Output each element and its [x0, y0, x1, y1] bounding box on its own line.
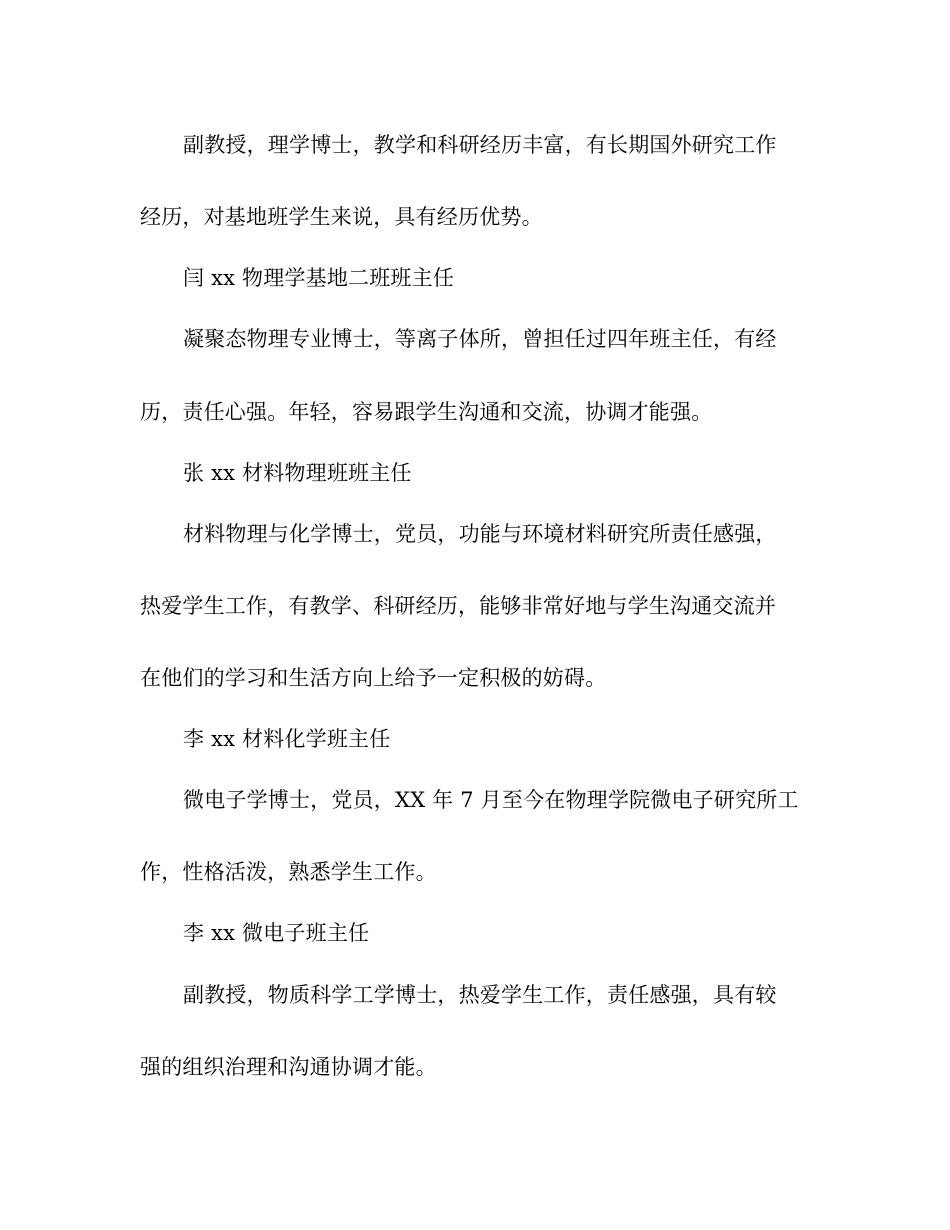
section-heading: 李 xx 微电子班主任 [183, 921, 370, 945]
section-heading: 闫 xx 物理学基地二班班主任 [183, 266, 455, 290]
paragraph-line: 微电子学博士，党员，XX 年 7 月至今在物理学院微电子研究所工 [183, 788, 799, 812]
paragraph-line: 凝聚态物理专业博士，等离子体所，曾担任过四年班主任，有经 [183, 327, 777, 351]
paragraph-line: 作，性格活泼，熟悉学生工作。 [140, 860, 437, 884]
section-heading: 李 xx 材料化学班主任 [183, 727, 391, 751]
paragraph-line: 副教授，物质科学工学博士，热爱学生工作，责任感强，具有较 [183, 983, 777, 1007]
paragraph-line: 经历，对基地班学生来说，具有经历优势。 [140, 205, 543, 229]
section-heading: 张 xx 材料物理班班主任 [183, 461, 412, 485]
paragraph-line: 历，责任心强。年轻，容易跟学生沟通和交流，协调才能强。 [140, 400, 713, 424]
paragraph-line: 热爱学生工作，有教学、科研经历，能够非常好地与学生沟通交流并 [140, 594, 776, 618]
paragraph-line: 强的组织治理和沟通协调才能。 [140, 1055, 437, 1079]
paragraph-line: 材料物理与化学博士，党员，功能与环境材料研究所责任感强， [183, 522, 777, 546]
paragraph-line: 副教授，理学博士，教学和科研经历丰富，有长期国外研究工作 [183, 133, 777, 157]
paragraph-line: 在他们的学习和生活方向上给予一定积极的妨碍。 [140, 666, 607, 690]
